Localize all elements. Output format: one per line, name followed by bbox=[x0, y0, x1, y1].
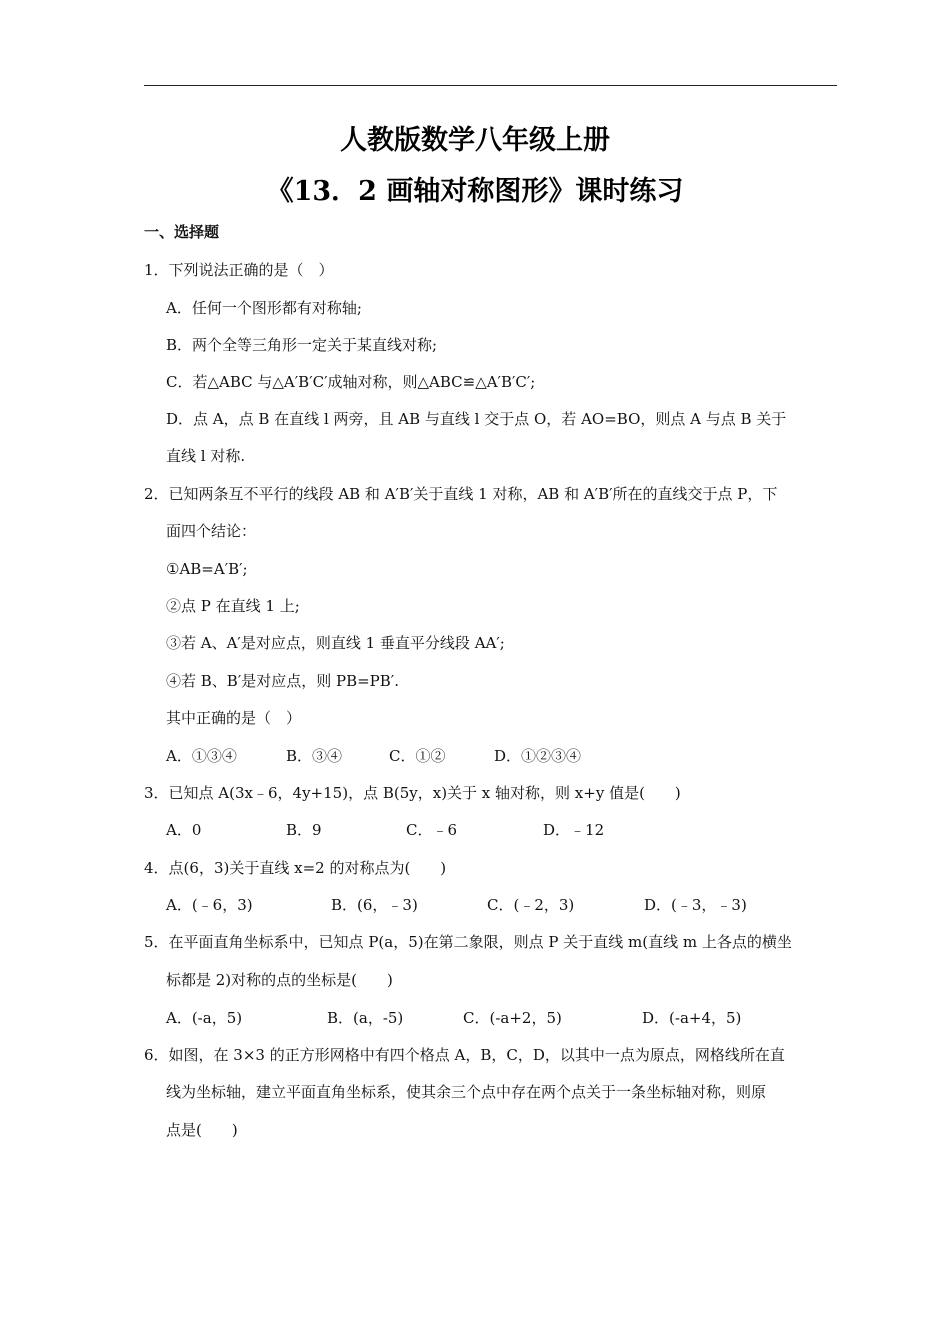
q2-option-d: D．①②③④ bbox=[494, 747, 582, 765]
q5-option-a: A．(-a，5) bbox=[166, 1009, 243, 1027]
section-heading: 一、选择题 bbox=[144, 223, 220, 241]
q1-option-b: B．两个全等三角形一定关于某直线对称; bbox=[166, 336, 438, 354]
q1-option-c: C．若△ABC 与△A′B′C′成轴对称，则△ABC≌△A′B′C′; bbox=[166, 373, 536, 391]
q1-option-d: D．点 A，点 B 在直线 l 两旁，且 AB 与直线 l 交于点 O，若 AO=BO，则点 A 与点 B 关于 bbox=[166, 410, 787, 428]
q6-stem-cont-2: 点是( ) bbox=[166, 1121, 238, 1139]
q5-stem: 5．在平面直角坐标系中，已知点 P(a，5)在第二象限，则点 P 关于直线 m(直线 m 上各点的横坐 bbox=[144, 933, 792, 951]
q4-option-c: C．(﹣2，3) bbox=[487, 896, 575, 914]
q6-stem-cont-1: 线为坐标轴，建立平面直角坐标系，使其余三个点中存在两个点关于一条坐标轴对称，则原 bbox=[166, 1083, 767, 1101]
page-title: 人教版数学八年级上册 bbox=[340, 125, 610, 156]
q4-stem: 4．点(6，3)关于直线 x=2 的对称点为( ) bbox=[144, 859, 447, 877]
q2-stem: 2．已知两条互不平行的线段 AB 和 A′B′关于直线 1 对称，AB 和 A′B′所在的直线交于点 P，下 bbox=[144, 485, 778, 503]
q2-option-a: A．①③④ bbox=[166, 747, 237, 765]
q1-option-d-cont: 直线 l 对称. bbox=[166, 447, 246, 465]
page-subtitle: 《13．2 画轴对称图形》课时练习 bbox=[266, 176, 684, 207]
q2-conclusion-4: ④若 B、B′是对应点，则 PB=PB′. bbox=[166, 672, 399, 690]
q3-option-a: A．0 bbox=[166, 821, 202, 839]
q5-option-c: C．(-a+2，5) bbox=[463, 1009, 562, 1027]
q2-conclusion-1: ①AB=A′B′; bbox=[166, 560, 248, 578]
q2-conclusion-2: ②点 P 在直线 1 上; bbox=[166, 597, 300, 615]
q3-stem: 3．已知点 A(3x﹣6，4y+15)，点 B(5y，x)关于 x 轴对称，则 x+y 值是( ) bbox=[144, 784, 681, 802]
header-rule bbox=[144, 85, 837, 86]
q1-stem: 1．下列说法正确的是（ ） bbox=[144, 261, 334, 279]
q3-option-b: B．9 bbox=[286, 821, 322, 839]
q6-stem: 6．如图，在 3×3 的正方形网格中有四个格点 A，B，C，D，以其中一点为原点，网格线所在直 bbox=[144, 1046, 785, 1064]
q2-option-b: B．③④ bbox=[286, 747, 343, 765]
q1-option-a: A．任何一个图形都有对称轴; bbox=[166, 299, 362, 317]
q4-option-d: D．(﹣3，﹣3) bbox=[644, 896, 747, 914]
q2-stem-cont: 面四个结论： bbox=[166, 522, 257, 540]
q3-option-c: C．﹣6 bbox=[406, 821, 458, 839]
q2-ask: 其中正确的是（ ） bbox=[166, 709, 302, 727]
q5-stem-cont: 标都是 2)对称的点的坐标是( ) bbox=[166, 971, 393, 989]
q2-option-c: C．①② bbox=[389, 747, 446, 765]
q3-option-d: D．﹣12 bbox=[543, 821, 605, 839]
q5-option-b: B．(a，-5) bbox=[327, 1009, 404, 1027]
q5-option-d: D．(-a+4，5) bbox=[642, 1009, 742, 1027]
q4-option-a: A．(﹣6，3) bbox=[166, 896, 253, 914]
q4-option-b: B．(6，﹣3) bbox=[331, 896, 418, 914]
q2-conclusion-3: ③若 A、A′是对应点，则直线 1 垂直平分线段 AA′; bbox=[166, 634, 505, 652]
